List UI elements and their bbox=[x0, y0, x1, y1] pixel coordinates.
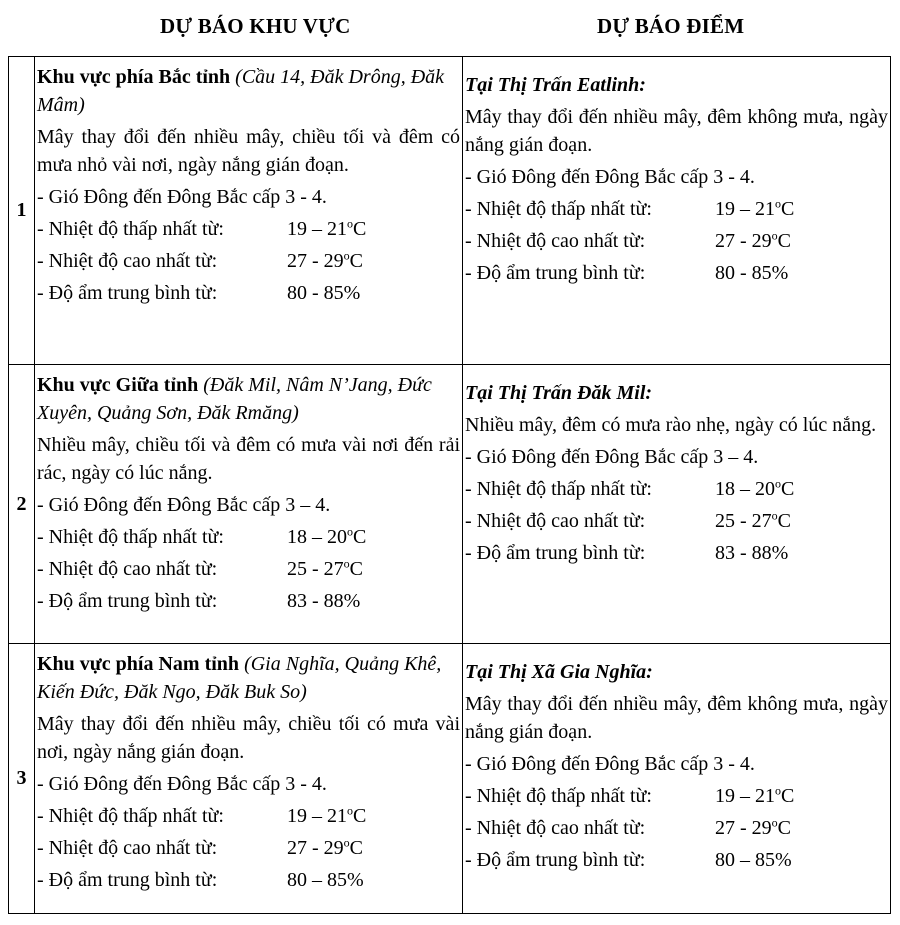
max-line bbox=[465, 227, 888, 255]
max-label: - Nhiệt độ cao nhất từ: bbox=[37, 837, 218, 859]
degree-sign: o bbox=[343, 248, 350, 263]
degree-sign: o bbox=[771, 815, 778, 830]
min-line bbox=[465, 782, 888, 810]
point-title: Tại Thị Trấn Đăk Mil: bbox=[465, 382, 653, 404]
temp-scale: C bbox=[777, 230, 792, 252]
max-value: 27 - 29$^o$C bbox=[287, 248, 364, 272]
point-description: Nhiều mây, đêm có mưa rào nhẹ, ngày có lúc nắng. bbox=[465, 414, 877, 436]
humidity-label: - Độ ẩm trung bình từ: bbox=[37, 282, 218, 304]
max-line bbox=[465, 814, 888, 842]
wind-line: - Gió Đông đến Đông Bắc cấp 3 – 4. bbox=[37, 494, 331, 516]
wind-line: - Gió Đông đến Đông Bắc cấp 3 – 4. bbox=[465, 446, 759, 468]
point-forecast-cell bbox=[463, 57, 891, 365]
degree-sign: o bbox=[343, 556, 350, 571]
humidity-line bbox=[37, 279, 460, 307]
point-title: Tại Thị Trấn Eatlinh: bbox=[465, 74, 646, 96]
point-description: Mây thay đổi đến nhiều mây, đêm không mưa, ngày nắng gián đoạn. bbox=[465, 106, 888, 156]
temp-scale: C bbox=[781, 478, 795, 500]
point-forecast-cell bbox=[463, 644, 891, 914]
min-line bbox=[465, 475, 888, 503]
row-number: 2 bbox=[9, 365, 35, 644]
humidity-value: 83 - 88% bbox=[287, 590, 361, 612]
temp-scale: C bbox=[781, 785, 795, 807]
temp-scale: C bbox=[349, 837, 364, 859]
min-label: - Nhiệt độ thấp nhất từ: bbox=[465, 478, 652, 500]
degree-sign: o bbox=[347, 524, 353, 539]
degree-sign: o bbox=[775, 476, 781, 491]
min-line bbox=[37, 215, 460, 243]
min-value: 19 – 21$^o$C bbox=[287, 803, 367, 827]
temp-scale: C bbox=[353, 218, 367, 240]
humidity-label: - Độ ẩm trung bình từ: bbox=[465, 262, 646, 284]
humidity-label: - Độ ẩm trung bình từ: bbox=[465, 542, 646, 564]
humidity-value: 80 – 85% bbox=[715, 849, 792, 871]
temp-scale: C bbox=[781, 198, 795, 220]
max-label: - Nhiệt độ cao nhất từ: bbox=[465, 230, 646, 252]
degree-sign: o bbox=[771, 228, 778, 243]
forecast-table bbox=[8, 56, 891, 914]
header-region-forecast: DỰ BÁO KHU VỰC bbox=[160, 14, 351, 38]
min-line bbox=[37, 523, 460, 551]
region-title: Khu vực phía Bắc tỉnh (Cầu 14, Đăk Drông, Đăk Mâm) bbox=[37, 66, 445, 116]
region-title: Khu vực phía Nam tỉnh (Gia Nghĩa, Quảng Khê, Kiến Đức, Đăk Ngo, Đăk Buk So) bbox=[37, 653, 442, 703]
region-description: Mây thay đổi đến nhiều mây, chiều tối có mưa vài nơi, ngày nắng gián đoạn. bbox=[37, 713, 460, 763]
humidity-value: 80 – 85% bbox=[287, 869, 364, 891]
forecast-row bbox=[9, 644, 891, 914]
point-description: Mây thay đổi đến nhiều mây, đêm không mưa, ngày nắng gián đoạn. bbox=[465, 693, 888, 743]
temp-scale: C bbox=[349, 250, 364, 272]
max-value: 27 - 29$^o$C bbox=[715, 228, 792, 252]
min-line bbox=[37, 802, 460, 830]
max-label: - Nhiệt độ cao nhất từ: bbox=[37, 250, 218, 272]
point-title: Tại Thị Xã Gia Nghĩa: bbox=[465, 661, 653, 683]
degree-sign: o bbox=[775, 196, 781, 211]
temp-scale: C bbox=[777, 510, 792, 532]
min-line bbox=[465, 195, 888, 223]
humidity-line bbox=[465, 259, 888, 287]
max-value: 25 - 27$^o$C bbox=[715, 508, 792, 532]
min-value: 19 – 21$^o$C bbox=[715, 783, 795, 807]
min-label: - Nhiệt độ thấp nhất từ: bbox=[37, 526, 224, 548]
wind-line: - Gió Đông đến Đông Bắc cấp 3 - 4. bbox=[37, 773, 327, 795]
region-areas: (Cầu 14, Đăk Drông, Đăk Mâm) bbox=[37, 66, 445, 116]
degree-sign: o bbox=[343, 835, 350, 850]
max-line bbox=[465, 507, 888, 535]
humidity-value: 80 - 85% bbox=[287, 282, 361, 304]
forecast-row bbox=[9, 365, 891, 644]
region-title: Khu vực Giữa tỉnh (Đăk Mil, Nâm N’Jang, Đức Xuyên, Quảng Sơn, Đăk Rmăng) bbox=[37, 374, 432, 424]
min-label: - Nhiệt độ thấp nhất từ: bbox=[465, 198, 652, 220]
min-value: 19 – 21$^o$C bbox=[287, 216, 367, 240]
min-value: 19 – 21$^o$C bbox=[715, 196, 795, 220]
min-label: - Nhiệt độ thấp nhất từ: bbox=[37, 218, 224, 240]
humidity-line bbox=[465, 539, 888, 567]
humidity-label: - Độ ẩm trung bình từ: bbox=[37, 869, 218, 891]
degree-sign: o bbox=[775, 783, 781, 798]
max-line bbox=[37, 247, 460, 275]
humidity-value: 83 - 88% bbox=[715, 542, 789, 564]
wind-line: - Gió Đông đến Đông Bắc cấp 3 - 4. bbox=[465, 166, 755, 188]
region-areas: (Đăk Mil, Nâm N’Jang, Đức Xuyên, Quảng Sơn, Đăk Rmăng) bbox=[37, 374, 432, 424]
min-value: 18 – 20$^o$C bbox=[287, 524, 367, 548]
region-description: Nhiều mây, chiều tối và đêm có mưa vài nơi đến rải rác, ngày có lúc nắng. bbox=[37, 434, 460, 484]
degree-sign: o bbox=[771, 508, 778, 523]
max-line bbox=[37, 555, 460, 583]
region-forecast-cell bbox=[35, 57, 463, 365]
region-areas: (Gia Nghĩa, Quảng Khê, Kiến Đức, Đăk Ngo, Đăk Buk So) bbox=[37, 653, 442, 703]
wind-line: - Gió Đông đến Đông Bắc cấp 3 - 4. bbox=[37, 186, 327, 208]
min-label: - Nhiệt độ thấp nhất từ: bbox=[465, 785, 652, 807]
forecast-row bbox=[9, 57, 891, 365]
row-number: 3 bbox=[9, 644, 35, 914]
humidity-label: - Độ ẩm trung bình từ: bbox=[465, 849, 646, 871]
max-label: - Nhiệt độ cao nhất từ: bbox=[465, 510, 646, 532]
max-value: 25 - 27$^o$C bbox=[287, 556, 364, 580]
humidity-value: 80 - 85% bbox=[715, 262, 789, 284]
degree-sign: o bbox=[347, 803, 353, 818]
max-value: 27 - 29$^o$C bbox=[715, 815, 792, 839]
header-point-forecast: DỰ BÁO ĐIỂM bbox=[597, 14, 745, 38]
region-forecast-cell bbox=[35, 644, 463, 914]
temp-scale: C bbox=[353, 805, 367, 827]
humidity-label: - Độ ẩm trung bình từ: bbox=[37, 590, 218, 612]
point-forecast-cell bbox=[463, 365, 891, 644]
max-value: 27 - 29$^o$C bbox=[287, 835, 364, 859]
degree-sign: o bbox=[347, 216, 353, 231]
max-label: - Nhiệt độ cao nhất từ: bbox=[37, 558, 218, 580]
region-description: Mây thay đổi đến nhiều mây, chiều tối và đêm có mưa nhỏ vài nơi, ngày nắng gián đoạn. bbox=[37, 126, 460, 176]
temp-scale: C bbox=[353, 526, 367, 548]
max-label: - Nhiệt độ cao nhất từ: bbox=[465, 817, 646, 839]
humidity-line bbox=[37, 587, 460, 615]
temp-scale: C bbox=[777, 817, 792, 839]
max-line bbox=[37, 834, 460, 862]
region-forecast-cell bbox=[35, 365, 463, 644]
humidity-line bbox=[37, 866, 460, 894]
row-number: 1 bbox=[9, 57, 35, 365]
wind-line: - Gió Đông đến Đông Bắc cấp 3 - 4. bbox=[465, 753, 755, 775]
temp-scale: C bbox=[349, 558, 364, 580]
min-value: 18 – 20$^o$C bbox=[715, 476, 795, 500]
humidity-line bbox=[465, 846, 888, 874]
min-label: - Nhiệt độ thấp nhất từ: bbox=[37, 805, 224, 827]
